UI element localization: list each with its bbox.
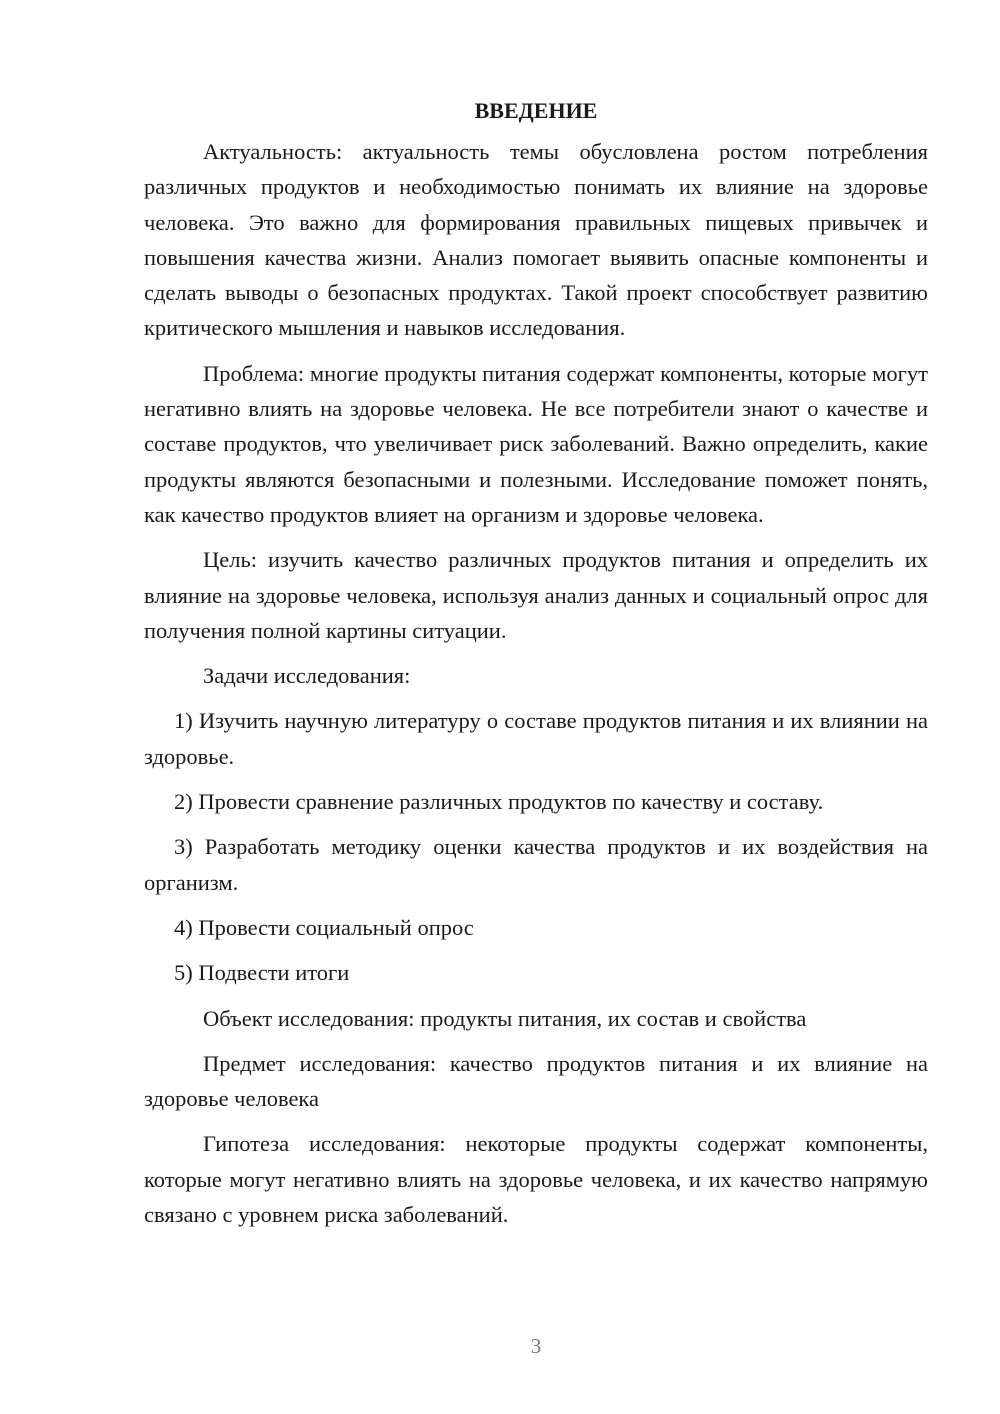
page-number: 3	[530, 1334, 542, 1358]
task-item: 3) Разработать методику оценки качества продуктов и их воздействия на организм.	[144, 834, 928, 895]
problem-paragraph: Проблема: многие продукты питания содержат компоненты, которые могут негативно влиять на здоровье человека. Не все потребители знают о качестве и составе продуктов, что увеличивает риск заболеваний. Важно определить, какие продукты являются безопасными и полезными. Исследование поможет понять, как качество продуктов влияет на организм и здоровье человека.	[144, 360, 928, 527]
task-item: 2) Провести сравнение различных продуктов по качеству и составу.	[174, 789, 824, 815]
task-item: 5) Подвести итоги	[174, 960, 350, 986]
object-paragraph: Объект исследования: продукты питания, их состав и свойства	[203, 1005, 807, 1031]
goal-paragraph: Цель: изучить качество различных продуктов питания и определить их влияние на здоровье человека, используя анализ данных и социальный опрос для получения полной картины ситуации.	[144, 547, 928, 643]
subject-paragraph: Предмет исследования: качество продуктов питания и их влияние на здоровье человека	[144, 1050, 928, 1112]
hypothesis-paragraph: Гипотеза исследования: некоторые продукты содержат компоненты, которые могут негативно влиять на здоровье человека, и их качество напрямую связано с уровнем риска заболеваний.	[144, 1131, 928, 1228]
task-item: 4) Провести социальный опрос	[174, 914, 474, 940]
document-page	[144, 94, 928, 1242]
page-title: ВВЕДЕНИЕ	[474, 98, 598, 123]
task-item: 1) Изучить научную литературу о составе продуктов питания и их влиянии на здоровье.	[144, 708, 928, 769]
tasks-heading: Задачи исследования:	[203, 663, 411, 689]
relevance-paragraph: Актуальность: актуальность темы обусловлена ростом потребления различных продуктов и необходимостью понимать их влияние на здоровье человека. Это важно для формирования правильных пищевых привычек и повышения качества жизни. Анализ помогает выявить опасные компоненты и сделать выводы о безопасных продуктах. Такой проект способствует развитию критического мышления и навыков исследования.	[144, 139, 928, 341]
